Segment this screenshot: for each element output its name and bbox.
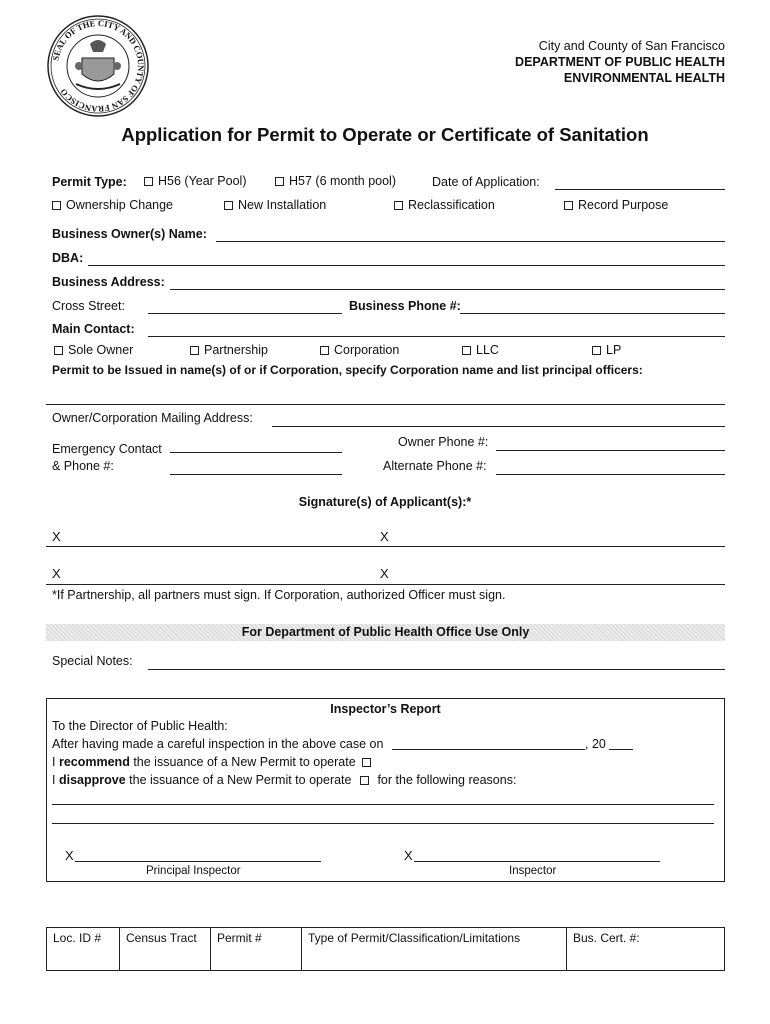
partnership-label: Partnership [204, 343, 268, 357]
checkbox-box [224, 201, 233, 210]
special-notes-field[interactable] [148, 669, 725, 670]
owner-name-field[interactable] [216, 241, 725, 242]
new-installation-label: New Installation [238, 198, 327, 212]
alternate-phone-field[interactable] [496, 474, 725, 475]
dba-label: DBA: [52, 251, 84, 265]
checkbox-box [320, 346, 329, 355]
signature-note: *If Partnership, all partners must sign. If Corporation, authorized Officer must sign. [52, 588, 506, 602]
page-title: Application for Permit to Operate or Certificate of Sanitation [121, 124, 649, 145]
business-phone-field[interactable] [460, 313, 725, 314]
owner-name-label: Business Owner(s) Name: [52, 227, 207, 241]
main-contact-field[interactable] [148, 336, 725, 337]
inspector-label: Inspector [509, 865, 557, 877]
loc-id-cell[interactable]: Loc. ID # [47, 928, 120, 970]
special-notes-label: Special Notes: [52, 654, 133, 668]
cross-street-label: Cross Street: [52, 299, 125, 313]
h56-label: H56 (Year Pool) [158, 174, 247, 188]
business-address-field[interactable] [170, 289, 725, 290]
reasons-line-2[interactable] [52, 823, 714, 824]
signature-line-2[interactable] [46, 584, 725, 585]
alternate-phone-label: Alternate Phone #: [383, 459, 487, 473]
division-name: ENVIRONMENTAL HEALTH [563, 71, 725, 85]
owner-phone-label: Owner Phone #: [398, 435, 489, 449]
permit-name-instruction: Permit to be Issued in name(s) of or if Corporation, specify Corporation name and list principal officers: [52, 363, 643, 377]
signature-x-3: X [52, 566, 61, 581]
checkbox-box [52, 201, 61, 210]
disapprove-checkbox[interactable] [360, 776, 369, 785]
permit-type-label: Permit Type: [52, 175, 127, 189]
reclassification-checkbox[interactable] [394, 198, 495, 212]
date-label: Date of Application: [432, 175, 540, 189]
inspector-signature[interactable] [414, 861, 660, 862]
city-name: City and County of San Francisco [538, 39, 725, 53]
recommend-line [52, 755, 376, 769]
inspection-date-field[interactable] [392, 749, 585, 750]
main-contact-label: Main Contact: [52, 322, 135, 336]
report-year-prefix: , 20 [585, 737, 606, 751]
signature-x-4: X [380, 566, 389, 581]
inspection-year-field[interactable] [609, 749, 633, 750]
dept-header [515, 38, 725, 86]
emergency-contact-label: Emergency Contact [52, 442, 162, 456]
business-address-label: Business Address: [52, 275, 165, 289]
mailing-address-label: Owner/Corporation Mailing Address: [52, 411, 253, 425]
svg-text:SEAL OF THE CITY AND COUNTY OF: SEAL OF THE CITY AND COUNTY OF SAN FRANCISCO [50, 17, 147, 115]
bus-cert-cell[interactable]: Bus. Cert. #: [573, 931, 640, 945]
date-field[interactable] [555, 189, 725, 190]
sole-owner-checkbox[interactable] [54, 343, 133, 357]
permit-number-cell[interactable]: Permit # [211, 928, 302, 970]
llc-checkbox[interactable] [462, 343, 499, 357]
checkbox-box [592, 346, 601, 355]
disapprove-rest: the issuance of a New Permit to operate [129, 773, 352, 787]
checkbox-box [54, 346, 63, 355]
dba-field[interactable] [88, 265, 725, 266]
signature-line-1[interactable] [46, 546, 725, 547]
office-codes-table [46, 927, 725, 971]
reasons-line-1[interactable] [52, 804, 714, 805]
corporation-label: Corporation [334, 343, 400, 357]
checkbox-box [275, 177, 284, 186]
permit-name-field[interactable] [46, 404, 725, 405]
lp-label: LP [606, 343, 622, 357]
mailing-address-field[interactable] [272, 426, 725, 427]
census-tract-cell[interactable]: Census Tract [120, 928, 211, 970]
reclassification-label: Reclassification [408, 198, 495, 212]
principal-sign-x: X [65, 848, 74, 863]
disapprove-keyword: disapprove [58, 773, 126, 787]
inspector-report-box [46, 698, 725, 882]
department-name: DEPARTMENT OF PUBLIC HEALTH [515, 55, 725, 69]
reasons-text: for the following reasons: [377, 773, 517, 787]
city-seal-logo [46, 14, 150, 118]
checkbox-box [564, 201, 573, 210]
checkbox-box [462, 346, 471, 355]
signature-x-1: X [52, 529, 61, 544]
signatures-heading: Signature(s) of Applicant(s):* [298, 495, 472, 509]
checkbox-box [190, 346, 199, 355]
ownership-change-label: Ownership Change [66, 198, 174, 212]
h57-checkbox[interactable] [275, 174, 396, 188]
permit-type-cell[interactable]: Type of Permit/Classification/Limitations [302, 928, 567, 970]
h56-checkbox[interactable] [144, 174, 246, 188]
recommend-rest: the issuance of a New Permit to operate [133, 755, 356, 769]
lp-checkbox[interactable] [592, 343, 621, 357]
record-purpose-checkbox[interactable] [564, 198, 668, 212]
cross-street-field[interactable] [148, 313, 342, 314]
inspector-report-heading: Inspector’s Report [330, 702, 441, 716]
partnership-checkbox[interactable] [190, 343, 268, 357]
inspector-sign-x: X [404, 848, 413, 863]
recommend-checkbox[interactable] [362, 758, 371, 767]
emergency-phone-label: & Phone #: [52, 459, 114, 473]
office-use-banner: For Department of Public Health Office Use Only [46, 624, 725, 641]
report-after-text: After having made a careful inspection in the above case on [52, 737, 384, 751]
ownership-change-checkbox[interactable] [52, 198, 173, 212]
business-phone-label: Business Phone #: [349, 299, 461, 313]
checkbox-box [394, 201, 403, 210]
checkbox-box [144, 177, 153, 186]
signature-x-2: X [380, 529, 389, 544]
sole-owner-label: Sole Owner [68, 343, 134, 357]
recommend-i: I [52, 755, 56, 769]
emergency-contact-field[interactable] [170, 452, 342, 453]
owner-phone-field[interactable] [496, 450, 725, 451]
h57-label: H57 (6 month pool) [289, 174, 397, 188]
new-installation-checkbox[interactable] [224, 198, 326, 212]
recommend-keyword: recommend [58, 755, 130, 769]
principal-inspector-label: Principal Inspector [146, 865, 241, 877]
principal-inspector-signature[interactable] [75, 861, 321, 862]
emergency-phone-field[interactable] [170, 474, 342, 475]
llc-label: LLC [476, 343, 499, 357]
corporation-checkbox[interactable] [320, 343, 399, 357]
disapprove-line [52, 773, 516, 787]
record-purpose-label: Record Purpose [578, 198, 669, 212]
report-to-line: To the Director of Public Health: [52, 719, 228, 733]
disapprove-i: I [52, 773, 56, 787]
